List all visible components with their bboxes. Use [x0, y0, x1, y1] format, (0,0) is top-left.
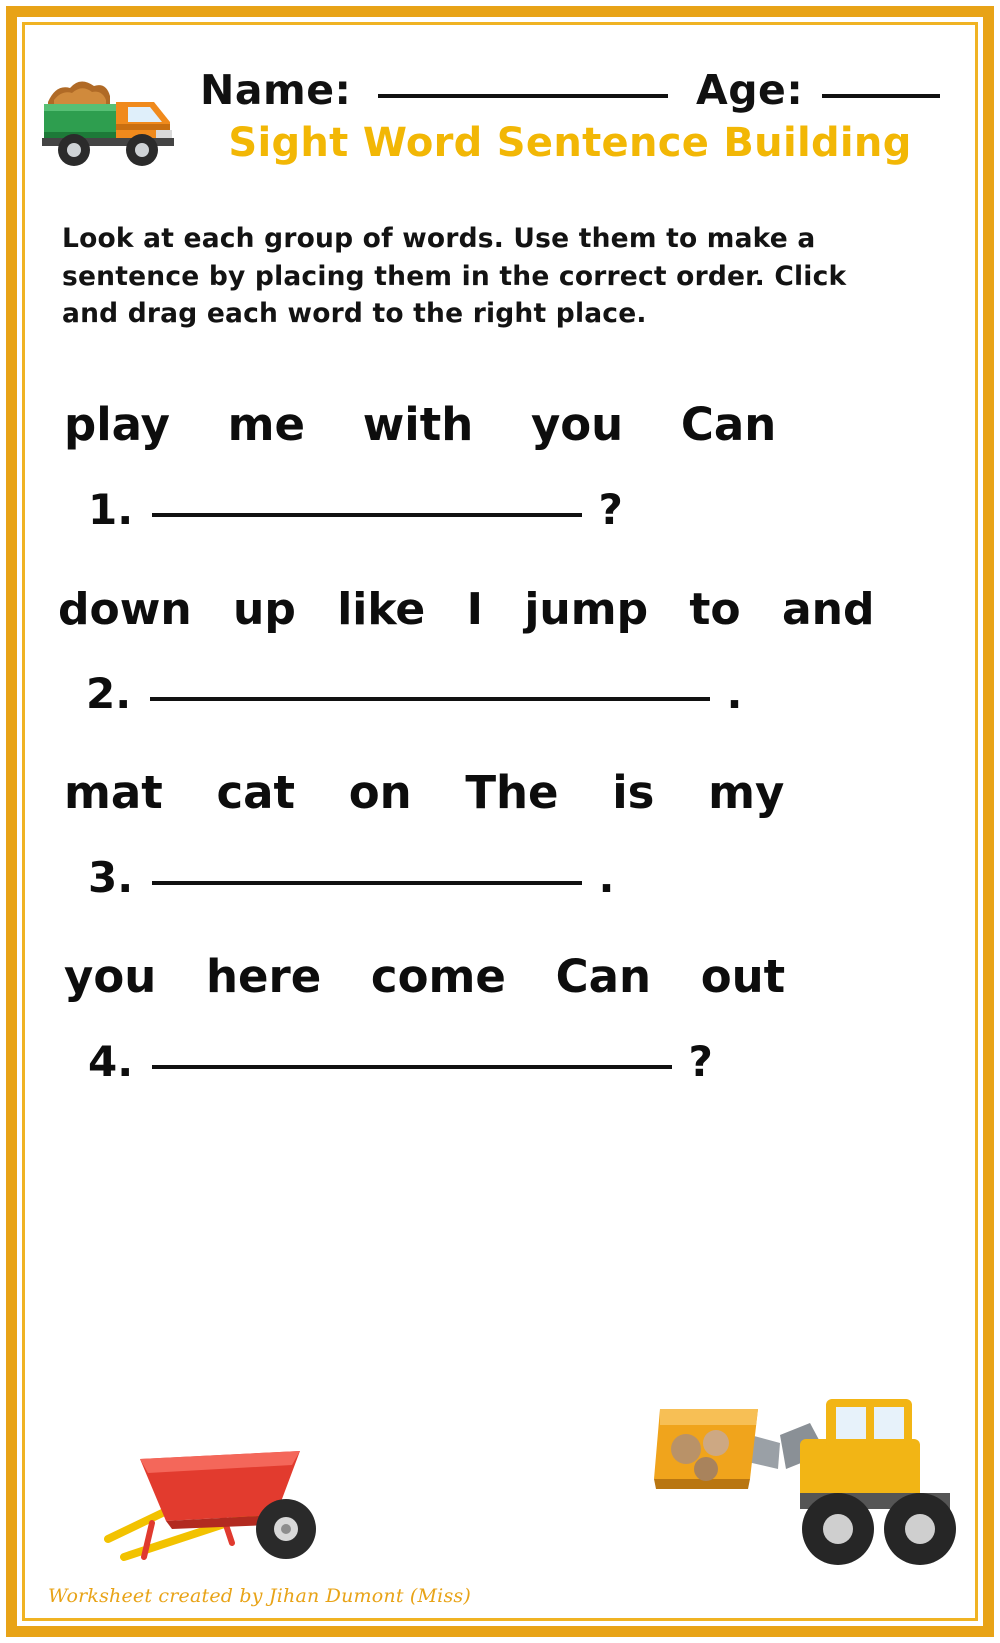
word-chip[interactable]: you [530, 398, 624, 451]
name-input-blank[interactable] [378, 94, 668, 98]
word-chip[interactable]: I [466, 584, 483, 635]
item-number: 3. [88, 853, 134, 902]
word-chip[interactable]: like [337, 584, 426, 635]
name-label: Name: [200, 66, 352, 114]
wheelbarrow-icon [100, 1411, 330, 1571]
worksheet-content [30, 30, 970, 1613]
word-chip[interactable]: The [465, 766, 559, 819]
age-label: Age: [695, 66, 804, 114]
item-number: 4. [88, 1037, 134, 1086]
word-bank-4 [30, 950, 970, 1003]
end-punctuation: . [598, 853, 615, 902]
word-bank-2 [30, 584, 970, 635]
word-chip[interactable]: my [708, 766, 785, 819]
answer-blank[interactable] [152, 513, 582, 517]
word-chip[interactable]: cat [216, 766, 296, 819]
word-chip[interactable]: Can [555, 950, 652, 1003]
front-loader-icon [630, 1383, 960, 1583]
age-input-blank[interactable] [822, 94, 940, 98]
word-chip[interactable]: mat [64, 766, 163, 819]
word-chip[interactable]: is [612, 766, 655, 819]
word-chip[interactable]: you [64, 950, 157, 1003]
end-punctuation: ? [598, 485, 623, 534]
answer-blank[interactable] [150, 697, 710, 701]
word-chip[interactable]: here [205, 950, 322, 1003]
end-punctuation: ? [688, 1037, 713, 1086]
dump-truck-icon [36, 62, 186, 177]
word-chip[interactable]: me [227, 398, 306, 451]
word-chip[interactable]: to [689, 584, 741, 635]
word-chip[interactable]: down [58, 584, 192, 635]
word-chip[interactable]: come [370, 950, 506, 1003]
worksheet-credit: Worksheet created by Jihan Dumont (Miss) [48, 1585, 471, 1607]
exercise-2 [30, 584, 970, 718]
name-age-line [200, 66, 920, 126]
answer-row-4 [30, 1037, 970, 1086]
word-chip[interactable]: and [781, 584, 875, 635]
word-chip[interactable]: out [700, 950, 786, 1003]
item-number: 2. [86, 669, 132, 718]
answer-row-1 [30, 485, 970, 534]
end-punctuation: . [726, 669, 743, 718]
answer-row-3 [30, 853, 970, 902]
instructions-text: Look at each group of words. Use them to make a sentence by placing them in the correct order. Click and drag each word to the right place. [62, 223, 847, 330]
page-title: Sight Word Sentence Building [228, 120, 912, 166]
word-chip[interactable]: up [233, 584, 296, 635]
word-bank-1 [30, 398, 970, 451]
item-number: 1. [88, 485, 134, 534]
exercise-list [30, 398, 970, 1096]
answer-blank[interactable] [152, 881, 582, 885]
answer-row-2 [30, 669, 970, 718]
word-chip[interactable]: on [348, 766, 412, 819]
worksheet-header [30, 48, 970, 178]
exercise-1 [30, 398, 970, 534]
exercise-3 [30, 766, 970, 902]
word-chip[interactable]: jump [524, 584, 649, 635]
word-chip[interactable]: Can [680, 398, 777, 451]
word-chip[interactable]: play [64, 398, 170, 451]
exercise-4 [30, 950, 970, 1086]
word-chip[interactable]: with [362, 398, 474, 451]
word-bank-3 [30, 766, 970, 819]
answer-blank[interactable] [152, 1065, 672, 1069]
